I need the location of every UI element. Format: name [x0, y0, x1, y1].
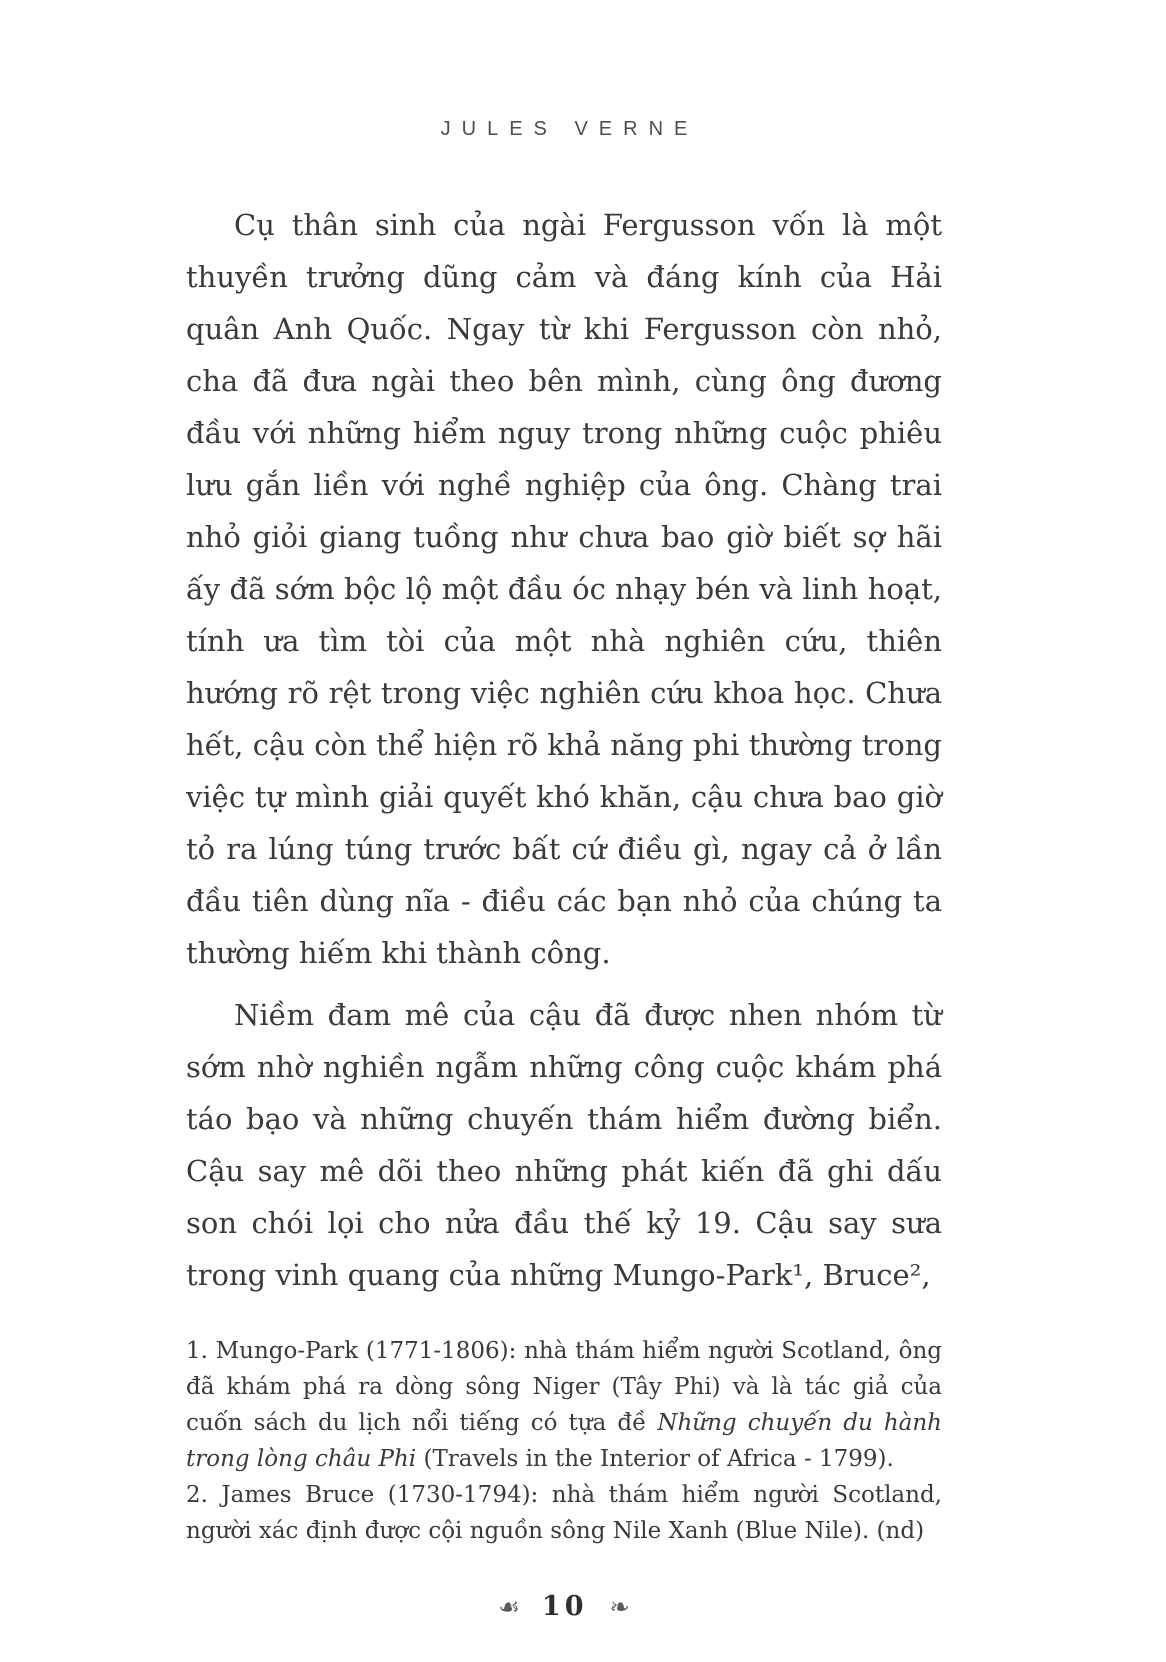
flourish-right-icon: ❧ — [609, 1592, 630, 1621]
book-page — [186, 0, 942, 1622]
footnote-1-book-title: Những chuyến du hành trong lòng châu Phi — [186, 1410, 942, 1472]
footnote-1-tail: (Travels in the Interior of Africa - 1799). — [416, 1446, 894, 1472]
footnote-1-lead: 1. Mungo-Park (1771-1806): nhà thám hiểm người Scotland, ông đã khám phá ra dòng sông Niger (Tây Phi) và là tác giả của cuốn sách du lịch nổi tiếng có tựa đề — [186, 1338, 942, 1436]
footnote-2 — [186, 1477, 942, 1549]
flourish-left-icon: ☙ — [498, 1592, 520, 1621]
page-footer — [186, 1591, 942, 1622]
page-number: 10 — [541, 1591, 588, 1622]
footnotes-section — [186, 1333, 942, 1549]
paragraph: Cụ thân sinh của ngài Fergusson vốn là một thuyền trưởng dũng cảm và đáng kính của Hải quân Anh Quốc. Ngay từ khi Fergusson còn nhỏ, cha đã đưa ngài theo bên mình, cùng ông đương đầu với những hiểm nguy trong những cuộc phiêu lưu gắn liền với nghề nghiệp của ông. Chàng trai nhỏ giỏi giang tuồng như chưa bao giờ biết sợ hãi ấy đã sớm bộc lộ một đầu óc nhạy bén và linh hoạt, tính ưa tìm tòi của một nhà nghiên cứu, thiên hướng rõ rệt trong việc nghiên cứu khoa học. Chưa hết, cậu còn thể hiện rõ khả năng phi thường trong việc tự mình giải quyết khó khăn, cậu chưa bao giờ tỏ ra lúng túng trước bất cứ điều gì, ngay cả ở lần đầu tiên dùng nĩa - điều các bạn nhỏ của chúng ta thường hiếm khi thành công. — [186, 208, 942, 970]
footnote-2-lead: 2. James Bruce (1730-1794): nhà thám hiểm người Scotland, người xác định được cội nguồn sông Nile Xanh (Blue Nile). (nd) — [186, 1482, 942, 1544]
page-body — [186, 199, 942, 1301]
footnote-1 — [186, 1333, 942, 1477]
paragraph: Niềm đam mê của cậu đã được nhen nhóm từ sớm nhờ nghiền ngẫm những công cuộc khám phá táo bạo và những chuyến thám hiểm đường biển. Cậu say mê dõi theo những phát kiến đã ghi dấu son chói lọi cho nửa đầu thế kỷ 19. Cậu say sưa trong vinh quang của những Mungo-Park¹, Bruce², — [186, 998, 942, 1292]
running-header-author: JULES VERNE — [440, 118, 699, 140]
